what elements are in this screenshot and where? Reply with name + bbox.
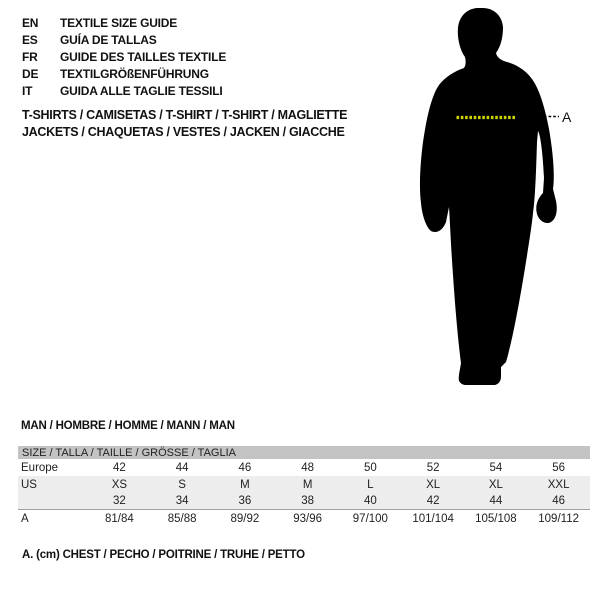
man-silhouette <box>420 8 557 385</box>
size-table <box>18 446 590 527</box>
size-cell: 89/92 <box>230 512 260 525</box>
size-cell: 36 <box>238 495 252 507</box>
size-cell: 81/84 <box>104 512 134 525</box>
size-cell: 42 <box>112 461 126 474</box>
size-cell: M <box>240 478 250 491</box>
size-table-header <box>18 446 590 459</box>
measure-label-a: A <box>562 109 572 125</box>
language-label: TEXTILGRÖßENFÜHRUNG <box>60 66 209 81</box>
row-label-europe: Europe <box>21 461 59 474</box>
chest-measure-footnote: A. (cm) CHEST / PECHO / POITRINE / TRUHE / PETTO <box>22 549 305 561</box>
table-row-chest-a <box>18 510 590 527</box>
size-cell: 93/96 <box>293 512 323 525</box>
language-label: GUÍA DE TALLAS <box>60 32 157 47</box>
size-cell: XL <box>488 478 503 491</box>
language-code: EN <box>22 15 39 30</box>
table-row-us <box>18 476 590 493</box>
size-cell: 38 <box>301 495 315 507</box>
size-table-header-label: SIZE / TALLA / TAILLE / GRÖSSE / TAGLIA <box>22 446 236 459</box>
size-cell: 44 <box>489 495 503 507</box>
row-label-a: A <box>21 512 29 525</box>
size-cell: XXL <box>547 478 570 491</box>
size-cell: 85/88 <box>167 512 197 525</box>
size-cell: 52 <box>426 461 440 474</box>
size-cell: S <box>178 478 186 491</box>
language-label: TEXTILE SIZE GUIDE <box>60 15 178 30</box>
table-row-us-numeric <box>18 493 590 510</box>
size-cell: 50 <box>363 461 377 474</box>
size-cell: M <box>302 478 313 491</box>
language-code: IT <box>22 83 33 98</box>
language-code: FR <box>22 49 38 64</box>
size-cell: 56 <box>552 461 566 474</box>
category-line-tshirts: T-SHIRTS / CAMISETAS / T-SHIRT / T-SHIRT / MAGLIETTE <box>22 108 348 122</box>
table-row-europe <box>18 459 590 476</box>
size-cell: 105/108 <box>475 512 517 525</box>
size-cell: XS <box>111 478 128 491</box>
size-cell: 48 <box>301 461 315 474</box>
language-label: GUIDE DES TAILLES TEXTILE <box>60 49 227 64</box>
size-cell: 46 <box>552 495 566 507</box>
size-cell: 32 <box>112 495 126 507</box>
size-cell: 42 <box>426 495 440 507</box>
language-code: DE <box>22 66 39 81</box>
language-code: ES <box>22 32 38 47</box>
size-cell: XL <box>426 478 441 491</box>
size-cell: 40 <box>363 495 377 507</box>
size-cell: 44 <box>175 461 189 474</box>
size-cell: 46 <box>238 461 252 474</box>
size-cell: L <box>367 478 374 491</box>
section-title-man: MAN / HOMBRE / HOMME / MANN / MAN <box>21 420 235 432</box>
size-cell: 109/112 <box>538 512 579 525</box>
size-cell: 97/100 <box>352 512 388 525</box>
size-cell: 101/104 <box>412 512 454 525</box>
size-cell: 54 <box>489 461 503 474</box>
category-line-jackets: JACKETS / CHAQUETAS / VESTES / JACKEN / GIACCHE <box>22 125 345 139</box>
row-label-us: US <box>21 478 37 491</box>
size-cell: 34 <box>175 495 189 507</box>
language-label: GUIDA ALLE TAGLIE TESSILI <box>60 83 223 98</box>
